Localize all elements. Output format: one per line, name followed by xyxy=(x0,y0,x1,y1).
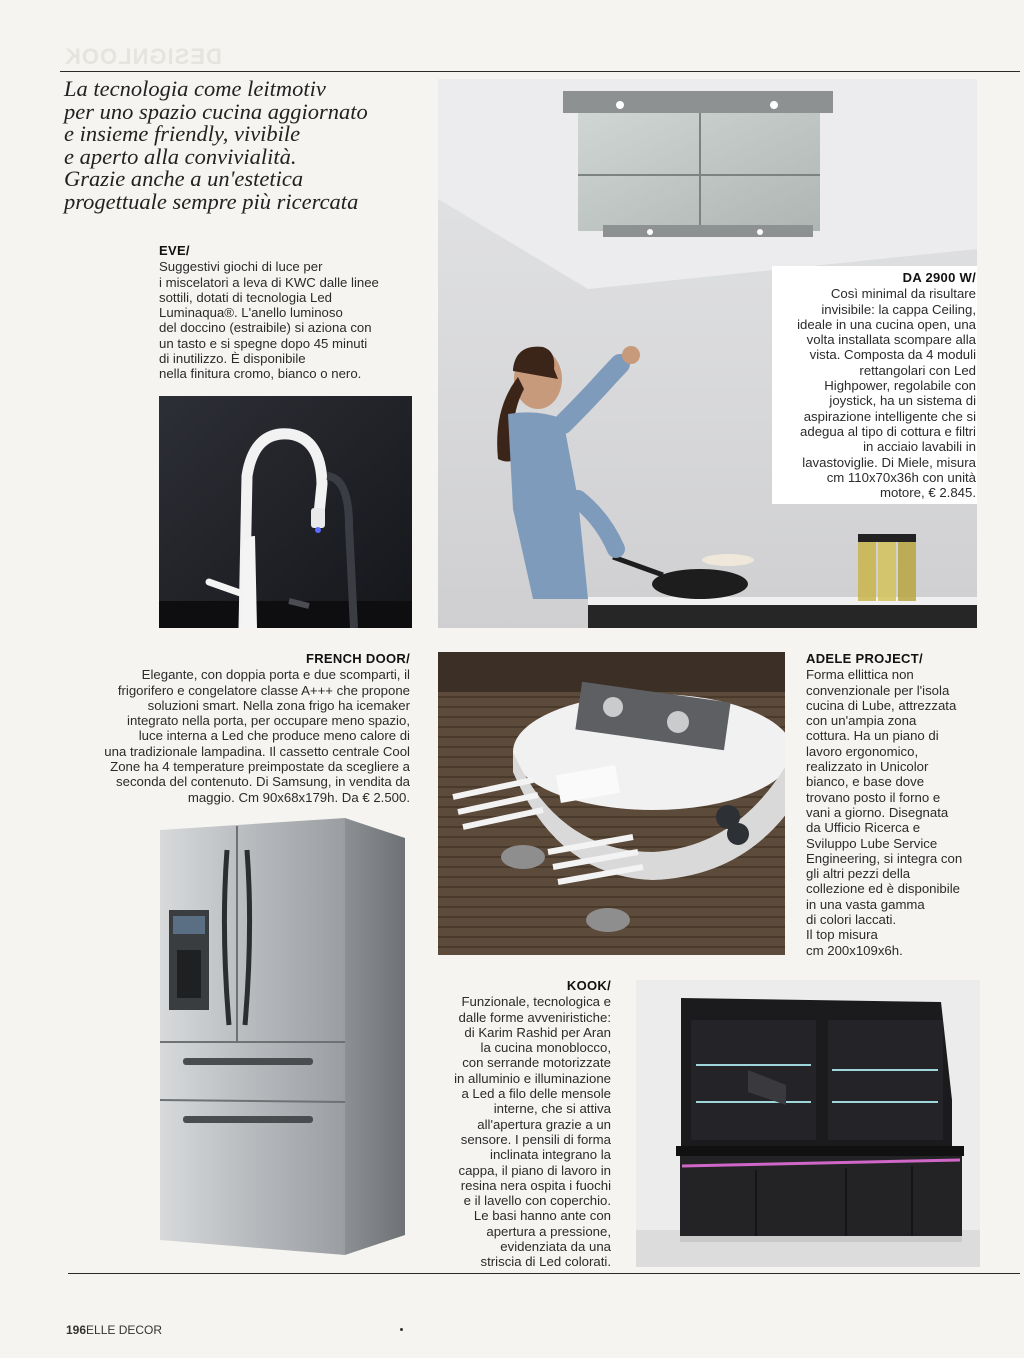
eve-line: i miscelatori a leva di KWC dalle linee xyxy=(159,274,379,290)
kook-line: in alluminio e illuminazione xyxy=(454,1070,611,1086)
kook-line: Funzionale, tecnologica e xyxy=(461,994,611,1010)
magazine-name: ELLE DECOR xyxy=(86,1323,163,1337)
hood-line: cm 110x70x36h con unità xyxy=(826,469,976,485)
eve-line: nella finitura cromo, bianco o nero. xyxy=(159,366,362,382)
eve-text xyxy=(159,243,409,382)
hood-line: in acciaio lavabili in xyxy=(863,439,976,455)
adele-line: lavoro ergonomico, xyxy=(806,743,919,759)
kook-line: apertura a pressione, xyxy=(486,1223,611,1239)
kook-line: striscia di Led colorati. xyxy=(480,1254,611,1270)
kook-line: interne, che si attiva xyxy=(493,1101,611,1117)
french-door-line: soluzioni smart. Nella zona frigo ha icemaker xyxy=(147,697,410,713)
adele-line: con un'ampia zona xyxy=(806,713,917,729)
kook-line: sensore. I pensili di forma xyxy=(460,1131,611,1147)
headline-line: per uno spazio cucina aggiornato xyxy=(64,98,368,124)
hood-title: DA 2900 W/ xyxy=(902,270,976,285)
hood-line: invisibile: la cappa Ceiling, xyxy=(821,301,976,317)
kook-line: con serrande motorizzate xyxy=(462,1055,611,1071)
top-rule xyxy=(60,71,1020,72)
kook-line: Le basi hanno ante con xyxy=(473,1208,611,1224)
adele-line: di colori laccati. xyxy=(806,912,897,928)
eve-line: Suggestivi giochi di luce per xyxy=(159,259,323,275)
adele-line: trovano posto il forno e xyxy=(806,789,941,805)
adele-title: ADELE PROJECT/ xyxy=(806,651,923,666)
headline-line: e aperto alla convivialità. xyxy=(64,143,297,169)
hood-text xyxy=(760,270,976,500)
french-door-title: FRENCH DOOR/ xyxy=(306,651,410,666)
page-footer xyxy=(66,1323,162,1337)
hood-line: vista. Composta da 4 moduli xyxy=(809,347,976,363)
kook-line: evidenziata da una xyxy=(500,1239,611,1255)
hood-line: joystick, ha un sistema di xyxy=(829,393,976,409)
adele-line: Il top misura xyxy=(806,927,878,943)
hood-line: adegua al tipo di cottura e filtri xyxy=(800,423,976,439)
adele-text xyxy=(806,651,1006,958)
hood-line: Così minimal da risultare xyxy=(830,286,976,302)
eve-line: un tasto e si spegne dopo 45 minuti xyxy=(159,335,368,351)
adele-line: in una vasta gamma xyxy=(806,896,925,912)
page-number: 196 xyxy=(66,1323,87,1337)
adele-line: da Ufficio Ricerca e xyxy=(806,820,921,836)
hood-line: motore, € 2.845. xyxy=(879,485,976,501)
kook-line: la cucina monoblocco, xyxy=(480,1040,611,1056)
adele-line: vani a giorno. Disegnata xyxy=(806,804,949,820)
kook-line: e il lavello con coperchio. xyxy=(463,1193,611,1209)
adele-line: bianco, e base dove xyxy=(806,774,925,790)
hood-line: ideale in una cucina open, una xyxy=(797,316,976,332)
footer-dot xyxy=(400,1328,403,1331)
adele-line: collezione ed è disponibile xyxy=(806,881,960,897)
hood-line: rettangolari con Led xyxy=(859,362,976,378)
headline-line: progettuale sempre più ricercata xyxy=(64,188,359,214)
adele-line: cucina di Lube, attrezzata xyxy=(806,697,957,713)
fridge-photo xyxy=(155,810,411,1260)
adele-line: cottura. Ha un piano di xyxy=(806,728,939,744)
hood-line: aspirazione intelligente che si xyxy=(803,408,976,424)
headline-line: Grazie anche a un'estetica xyxy=(64,166,304,191)
headline-line: La tecnologia come leitmotiv xyxy=(64,76,326,101)
kook-line: cappa, il piano di lavoro in xyxy=(458,1162,611,1178)
french-door-line: una tradizionale lampadina. Il cassetto centrale Cool xyxy=(104,743,410,759)
adele-line: convenzionale per l'isola xyxy=(806,682,950,698)
headline-line: e insieme friendly, vivibile xyxy=(64,121,301,146)
kook-line: all'apertura grazie a un xyxy=(477,1116,611,1132)
french-door-line: seconda del contenuto. Di Samsung, in vendita da xyxy=(116,774,410,790)
adele-line: gli altri pezzi della xyxy=(806,866,911,882)
french-door-line: integrato nella porta, per occupare meno spazio, xyxy=(127,713,410,729)
eve-line: del doccino (estraibile) si aziona con xyxy=(159,320,372,336)
adele-line: Forma ellittica non xyxy=(806,667,914,683)
eve-title: EVE/ xyxy=(159,243,190,258)
french-door-line: frigorifero e congelatore classe A+++ che propone xyxy=(117,682,410,698)
adele-line: Engineering, si integra con xyxy=(806,850,963,866)
french-door-line: Elegante, con doppia porta e due scomparti, il xyxy=(141,667,410,683)
hood-line: Highpower, regolabile con xyxy=(824,378,976,394)
bottom-rule xyxy=(68,1273,1020,1274)
eve-line: Luminaqua®. L'anello luminoso xyxy=(159,305,343,321)
kook-title: KOOK/ xyxy=(566,978,611,993)
adele-line: cm 200x109x6h. xyxy=(806,942,903,958)
kook-line: a Led a filo delle mensole xyxy=(461,1086,611,1102)
french-door-text xyxy=(64,651,410,805)
hood-line: volta installata scompare alla xyxy=(806,332,976,348)
french-door-line: maggio. Cm 90x68x179h. Da € 2.500. xyxy=(187,789,410,805)
french-door-line: Zone ha 4 temperature preimpostate da scegliere a xyxy=(110,759,410,775)
eve-line: sottili, dotati di tecnologia Led xyxy=(159,289,333,305)
headline xyxy=(64,78,434,213)
kook-line: inclinata integrano la xyxy=(490,1147,611,1163)
kook-kitchen-photo xyxy=(636,980,980,1267)
eve-line: di inutilizzo. È disponibile xyxy=(159,351,306,367)
kook-line: di Karim Rashid per Aran xyxy=(464,1024,611,1040)
adele-line: realizzato in Unicolor xyxy=(806,759,929,775)
hood-line: lavastoviglie. Di Miele, misura xyxy=(802,454,976,470)
kook-line: resina nera ospita i fuochi xyxy=(460,1177,611,1193)
island-kitchen-photo xyxy=(438,652,785,955)
french-door-line: luce interna a Led che produce meno calore di xyxy=(138,728,410,744)
faucet-photo xyxy=(159,396,412,628)
adele-line: Sviluppo Lube Service xyxy=(806,835,938,851)
kook-text xyxy=(416,978,611,1270)
kook-line: dalle forme avveniristiche: xyxy=(458,1009,611,1025)
section-tag: DESIGNLOOK xyxy=(64,44,222,69)
